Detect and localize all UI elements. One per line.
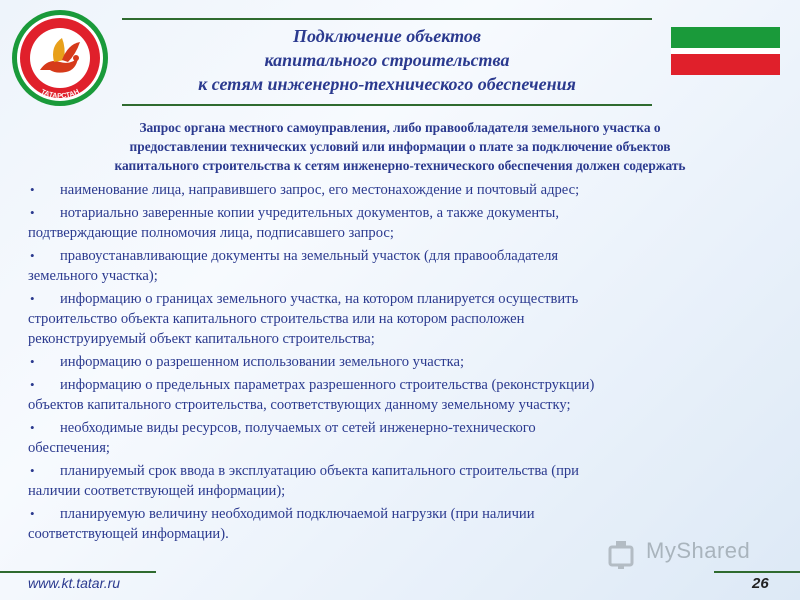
tatarstan-flag-icon [671,27,780,75]
bullet-icon: • [30,291,35,306]
list-item-line: информацию о границах земельного участка, на котором планируется осуществить [60,291,579,307]
list-item-line: наименование лица, направившего запрос, его местонахождение и почтовый адрес; [60,182,580,198]
title-top-rule [122,18,652,20]
list-item-line: реконструируемый объект капитального строительства; [28,331,375,347]
title-line-2: капитального строительства [264,50,510,70]
intro-paragraph [18,118,782,175]
tatarstan-coat-of-arms-icon [10,8,110,108]
flag-green-stripe [671,27,780,48]
bullet-icon: • [30,377,35,392]
watermark-text [646,538,750,564]
requirements-list [28,180,770,547]
list-item-line: подтверждающие полномочия лица, подписавшего запрос; [28,225,394,241]
footer-rule-left [0,571,156,573]
list-item [28,375,770,415]
list-item-line: правоустанавливающие документы на земельный участок (для правообладателя [60,248,559,264]
page-number: 26 [752,575,769,592]
list-item-line: необходимые виды ресурсов, получаемых от сетей инженерно-технического [60,420,536,436]
list-item-line: обеспечения; [28,440,110,456]
footer-url-link[interactable]: www.kt.tatar.ru [28,575,121,591]
list-item-line: планируемый срок ввода в эксплуатацию объекта капитального строительства (при [60,463,579,479]
slide-title [122,24,652,96]
list-item-line: информацию о разрешенном использовании земельного участка; [60,354,465,370]
title-line-1: Подключение объектов [293,26,481,46]
bullet-icon: • [30,205,35,220]
bullet-icon: • [30,463,35,478]
list-item-line: информацию о предельных параметрах разрешенного строительства (реконструкции) [60,377,595,393]
list-item [28,180,770,200]
list-item-line: планируемую величину необходимой подключаемой нагрузки (при наличии [60,506,535,522]
watermark-text-main: MyShared [646,538,751,563]
list-item [28,246,770,286]
list-item [28,352,770,372]
intro-line-2: предоставлении технических условий или информации о плате за подключение объектов [129,139,671,154]
bullet-icon: • [30,248,35,263]
intro-line-1: Запрос органа местного самоуправления, либо правообладателя земельного участка о [139,120,661,135]
watermark [606,535,766,575]
list-item [28,203,770,243]
list-item-line: земельного участка); [28,268,158,284]
intro-line-3: капитального строительства к сетям инженерно-технического обеспечения должен содержать [114,158,686,173]
list-item-line: наличии соответствующей информации); [28,483,286,499]
title-block [122,18,652,110]
title-line-3: к сетям инженерно-технического обеспечения [198,74,576,94]
footer-rule-right [714,571,800,573]
bullet-icon: • [30,354,35,369]
bullet-icon: • [30,182,35,197]
list-item-line: нотариально заверенные копии учредительных документов, а также документы, [60,205,559,221]
myshared-logo-icon [606,537,642,573]
bullet-icon: • [30,506,35,521]
list-item-line: соответствующей информации). [28,526,229,542]
list-item [28,418,770,458]
emblem-text: ТАТАРСТАН [39,88,81,101]
flag-red-stripe [671,54,780,75]
list-item-line: объектов капитального строительства, соответствующих данному земельному участку; [28,397,571,413]
title-bottom-rule [122,104,652,106]
bullet-icon: • [30,420,35,435]
list-item [28,461,770,501]
list-item-line: строительство объекта капитального строительства или на котором расположен [28,311,525,327]
list-item [28,289,770,349]
